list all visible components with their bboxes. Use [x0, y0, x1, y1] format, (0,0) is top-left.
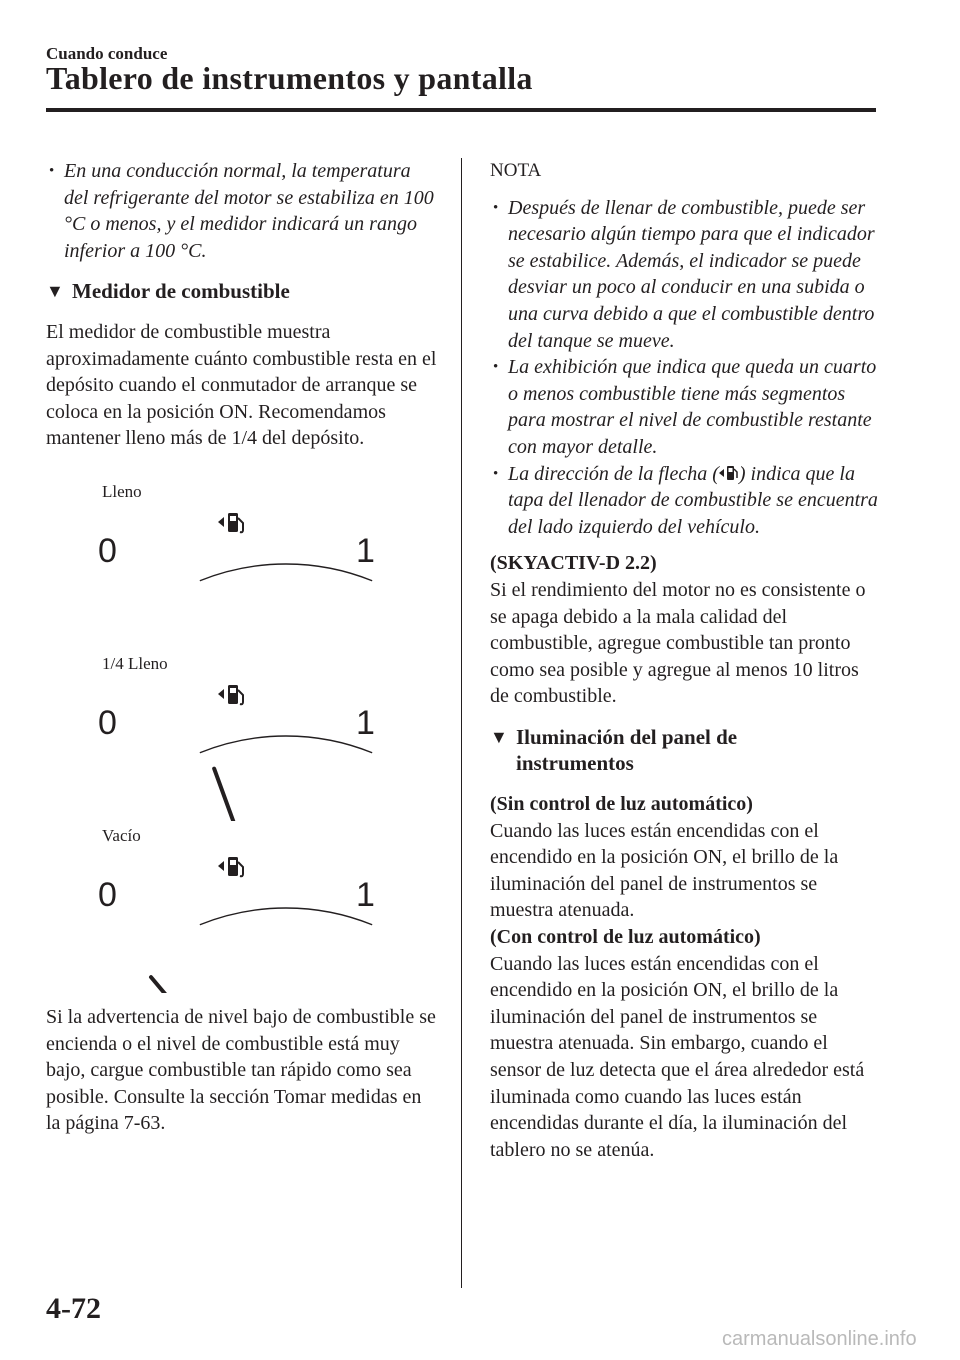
page-number: 4-72	[46, 1292, 101, 1325]
illumination-heading	[490, 724, 882, 777]
fuel-gauge	[46, 482, 438, 654]
column-divider	[461, 158, 462, 1288]
auto-light-heading: (Con control de luz automático)	[490, 926, 761, 949]
fuel-pump-icon	[218, 857, 243, 876]
temperature-note-bullet: • En una conducción normal, la temperatura del refrigerante del motor se estabiliza en 100 °C o menos, y el medidor indicará un rango inferior a 100 °C.	[46, 158, 438, 264]
note-bullet-segments: • La exhibición que indica que queda un cuarto o menos combustible tiene más segmentos para mostrar el nivel de combustible restante con mayor detalle.	[490, 354, 882, 460]
fuel-gauge-label: Vacío	[102, 825, 141, 845]
illumination-heading-line1: Iluminación del panel de	[516, 724, 738, 749]
auto-light-description: Cuando las luces están encendidas con el encendido en la posición ON, el brillo de la iluminación del panel de instrumentos se muestra atenuada. Sin embargo, cuando el sensor de luz detecta que el área alrededor está iluminada como cuando las luces están encendidas durante el día, la iluminación del tablero no se atenúa.	[490, 952, 865, 1161]
fuel-pump-icon	[218, 685, 243, 704]
gauge-needle	[366, 633, 394, 649]
header-rule	[46, 108, 876, 112]
page-title: Tablero de instrumentos y pantalla	[46, 60, 533, 96]
fuel-gauge-label: Lleno	[102, 481, 142, 501]
watermark: carmanualsonline.info	[722, 1328, 917, 1350]
section-triangle-icon: ▼	[490, 726, 508, 747]
fuel-gauge-heading	[46, 278, 438, 305]
fuel-pump-arrow-icon	[719, 464, 739, 482]
fuel-gauge-heading-text: Medidor de combustible	[72, 279, 290, 304]
section-triangle-icon: ▼	[46, 281, 64, 302]
section-label: Cuando conduce	[46, 44, 168, 63]
fuel-pump-icon	[218, 513, 243, 532]
note-bullet-arrow	[490, 461, 882, 541]
note-label: NOTA	[490, 160, 542, 181]
fuel-gauge-description: El medidor de combustible muestra aproximadamente cuánto combustible resta en el depósito cuando el conmutador de arranque se coloca en la posición ON. Recomendamos mantener lleno más de 1/4 del depósito.	[46, 320, 437, 450]
gauge-arc	[200, 736, 372, 753]
fuel-gauge-dial	[94, 676, 394, 821]
no-auto-light-heading: (Sin control de luz automático)	[490, 793, 753, 816]
gauge-needle	[151, 977, 206, 993]
fuel-gauge	[46, 826, 438, 998]
left-column	[46, 158, 438, 1137]
gauge-arc	[200, 908, 372, 925]
gauge-full-mark: 1	[356, 875, 375, 914]
gauge-empty-mark: 0	[98, 875, 117, 914]
gauge-empty-mark: 0	[98, 703, 117, 742]
skyactiv-description: Si el rendimiento del motor no es consistente o se apaga debido a la mala calidad del combustible, agregue combustible tan pronto como sea posible y agregue al menos 10 litros de combustible.	[490, 578, 866, 708]
note-bullet-stabilize: • Después de llenar de combustible, puede ser necesario algún tiempo para que el indicador se estabilice. Además, el indicador se puede desviar un poco al conducir en una subida o una curva debido a que el combustible dentro del tanque se mueve.	[490, 195, 882, 355]
fuel-gauge-figures	[46, 482, 438, 998]
fuel-gauge	[46, 654, 438, 826]
fuel-gauge-dial	[94, 848, 394, 993]
gauge-empty-mark: 0	[98, 531, 117, 570]
gauge-full-mark: 1	[356, 703, 375, 742]
gauge-needle	[214, 769, 243, 821]
right-column	[490, 158, 882, 1163]
fuel-gauge-dial	[94, 504, 394, 649]
skyactiv-heading: (SKYACTIV-D 2.2)	[490, 552, 657, 575]
fuel-gauge-label: 1/4 Lleno	[102, 653, 168, 673]
gauge-arc	[200, 564, 372, 581]
illumination-heading-line2: instrumentos	[516, 751, 634, 776]
arrow-note-text-start: La dirección de la flecha (	[508, 462, 719, 485]
gauge-full-mark: 1	[356, 531, 375, 570]
low-fuel-warning-text: Si la advertencia de nivel bajo de combustible se encienda o el nivel de combustible está muy bajo, cargue combustible tan rápido como sea posible. Consulte la sección Tomar medidas en la página 7-63.	[46, 1005, 436, 1135]
no-auto-light-description: Cuando las luces están encendidas con el encendido en la posición ON, el brillo de la iluminación del panel de instrumentos se muestra atenuada.	[490, 819, 839, 922]
arrow-note-text-end: ) indica que la tapa del llenador de combustible se encuentra del lado izquierdo del vehículo.	[508, 462, 878, 538]
